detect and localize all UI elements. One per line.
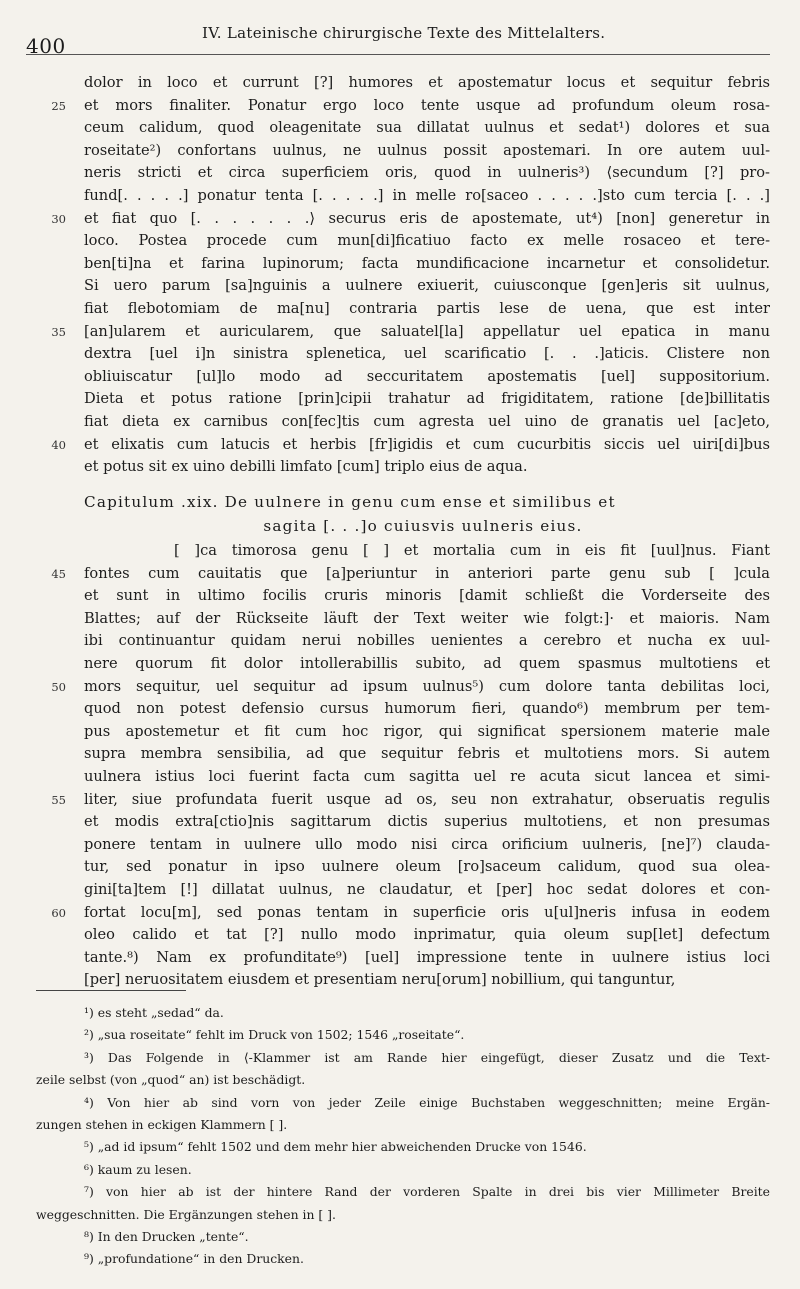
line-text: Si uero parum [sa]nguinis a uulnere exiuerit, cuiusconque [gen]eris sit uulnus, <box>84 277 770 295</box>
line-text: fiat dieta ex carnibus con[fec]tis cum agresta uel uino de granatis uel [ac]eto, <box>84 412 770 430</box>
line-text: supra membra sensibilia, ad que sequitur febris et multotiens mors. Si autem <box>84 745 770 763</box>
line-text: tante.⁸) Nam ex profunditate⁹) [uel] impressione tente in uulnere istius loci <box>84 948 770 966</box>
line-text: pus apostemetur et fit cum hoc rigor, qui significat spersionem materie male <box>84 722 770 740</box>
text-line <box>36 563 770 586</box>
line-text: fund[. . . . .] ponatur tenta [. . . . .] in melle ro[saceo . . . . .]sto cum tercia [. . .] <box>84 186 770 204</box>
footnote <box>36 1226 770 1248</box>
line-text: fontes cum cauitatis que [a]periuntur in anteriori parte genu sub [ ]cula <box>84 564 770 582</box>
line-text: tur, sed ponatur in ipso uulnere oleum [ro]saceum calidum, quod sua olea- <box>84 858 770 876</box>
line-text: nere quorum fit dolor intollerabillis subito, ad quem spasmus multotiens et <box>84 654 770 672</box>
line-number: 35 <box>51 324 66 339</box>
text-line <box>36 140 770 163</box>
footnote-text: ¹) es steht „sedad“ da. <box>84 1005 224 1020</box>
line-text: fortat locu[m], sed ponas tentam in superficie oris u[ul]neris infusa in eodem <box>84 903 770 921</box>
line-text: uulnera istius loci fuerint facta cum sagitta uel re acuta sicut lancea et simi- <box>84 767 770 785</box>
text-line <box>36 230 770 253</box>
body-text-section-1 <box>36 72 770 479</box>
footnote <box>36 1024 770 1046</box>
line-number: 40 <box>51 437 66 452</box>
footnotes <box>36 1002 770 1271</box>
line-text: dextra [uel i]n sinistra splenetica, uel scarificatio [. . .]aticis. Clistere non <box>84 345 770 363</box>
line-text: mors sequitur, uel sequitur ad ipsum uulnus⁵) cum dolore tanta debilitas loci, <box>84 677 770 695</box>
line-number: 60 <box>51 905 66 920</box>
line-text: et sunt in ultimo focilis cruris minoris [damit schließt die Vorderseite des <box>84 587 770 605</box>
text-line <box>36 388 770 411</box>
line-number: 55 <box>51 792 66 807</box>
footnote-text: zeile selbst (von „quod“ an) ist beschädigt. <box>36 1072 306 1088</box>
text-line <box>36 608 770 631</box>
text-line <box>36 630 770 653</box>
text-line <box>36 117 770 140</box>
text-line <box>36 95 770 118</box>
text-line <box>36 540 770 563</box>
page-number: 400 <box>26 34 66 58</box>
chapter-heading <box>36 490 770 538</box>
footnote-text: ⁸) In den Drucken „tente“. <box>84 1228 249 1244</box>
footnote-text: zungen stehen in eckigen Klammern [ ]. <box>36 1116 288 1132</box>
line-text: neris stricti et circa superficiem oris, quod in uulneris³) ⟨secundum [?] pro- <box>84 164 770 182</box>
text-line <box>36 366 770 389</box>
footnote <box>36 1136 770 1158</box>
text-line <box>36 653 770 676</box>
text-line <box>36 856 770 879</box>
line-text: quod non potest defensio cursus humorum fieri, quando⁶) membrum per tem- <box>84 700 770 718</box>
line-text: obliuiscatur [ul]lo modo ad seccuritatem apostematis [uel] suppositorium. <box>84 367 770 385</box>
footnote <box>36 1092 770 1114</box>
text-line <box>36 298 770 321</box>
line-text: [an]ularem et auricularem, que saluatel[la] appellatur uel epatica in manu <box>84 322 770 340</box>
line-text: ibi continuantur quidam nerui nobilles uenientes a cerebro et nucha ex uul- <box>84 632 770 650</box>
running-head: IV. Lateinische chirurgische Texte des Mittelalters. <box>202 24 606 42</box>
text-line <box>36 834 770 857</box>
text-line <box>36 411 770 434</box>
footnote <box>36 1204 770 1226</box>
line-text: [ ]ca timorosa genu [ ] et mortalia cum in eis fit [uul]nus. Fiant <box>174 542 770 559</box>
line-text: et elixatis cum latucis et herbis [fr]igidis et cum cucurbitis siccis uel uiri[di]bus <box>84 435 770 453</box>
text-line <box>36 924 770 947</box>
text-line <box>36 811 770 834</box>
line-text: gini[ta]tem [!] dillatat uulnus, ne claudatur, et [per] hoc sedat dolores et con- <box>84 880 770 898</box>
footnote-text: weggeschnitten. Die Ergänzungen stehen in [ ]. <box>36 1206 336 1222</box>
line-text: et potus sit ex uino debilli limfato [cum] triplo eius de aqua. <box>84 458 528 476</box>
footnote <box>36 1159 770 1181</box>
footnote <box>36 1047 770 1069</box>
text-line <box>36 698 770 721</box>
footnote <box>36 1248 770 1270</box>
line-number: 30 <box>51 211 66 226</box>
footnote <box>36 1002 770 1024</box>
text-line <box>36 208 770 231</box>
footnote-text: ³) Das Folgende in ⟨-Klammer ist am Rande hier eingefügt, dieser Zusatz und die Text- <box>84 1049 770 1065</box>
text-line <box>36 879 770 902</box>
line-text: Blattes; auf der Rückseite läuft der Text weiter wie folgt:]· et maioris. Nam <box>84 609 770 627</box>
line-text: [per] neruositatem eiusdem et presentiam neru[orum] nobillium, qui tanguntur, <box>84 971 676 989</box>
footnote-text: ⁴) Von hier ab sind vorn von jeder Zeile einige Buchstaben weggeschnitten; meine Ergän- <box>84 1094 770 1110</box>
text-line <box>36 162 770 185</box>
text-line <box>36 275 770 298</box>
text-line <box>36 676 770 699</box>
text-line <box>36 743 770 766</box>
text-line <box>36 766 770 789</box>
footnote-text: ⁷) von hier ab ist der hintere Rand der vorderen Spalte in drei bis vier Millimeter Breite <box>84 1184 770 1200</box>
footnote-separator <box>36 990 186 991</box>
body-text-section-2 <box>36 540 770 992</box>
chapter-heading-line-1: Capitulum .xix. De uulnere in genu cum ense et similibus et <box>84 493 616 511</box>
footnote-text: ²) „sua roseitate“ fehlt im Druck von 1502; 1546 „roseitate“. <box>84 1027 465 1043</box>
line-text: dolor in loco et currunt [?] humores et apostematur locus et sequitur febris <box>84 74 770 91</box>
footnote-text: ⁹) „profundatione“ in den Drucken. <box>84 1251 304 1267</box>
text-line <box>36 947 770 970</box>
line-text: ponere tentam in uulnere ullo modo nisi circa orificium uulneris, [ne]⁷) clauda- <box>84 835 770 853</box>
text-line <box>36 343 770 366</box>
line-text: loco. Postea procede cum mun[di]ficatiuo facto ex melle rosaceo et tere- <box>84 232 770 250</box>
footnote <box>36 1181 770 1203</box>
text-line <box>36 969 770 992</box>
page-header <box>26 24 770 58</box>
line-text: et fiat quo [. . . . . . .⟩ securus eris de apostemate, ut⁴) [non] generetur in <box>84 209 770 227</box>
line-number: 25 <box>51 98 66 113</box>
footnote-text: ⁶) kaum zu lesen. <box>84 1161 192 1177</box>
line-text: oleo calido et tat [?] nullo modo inprimatur, quia oleum sup[let] defectum <box>84 926 770 944</box>
footnote-text: ⁵) „ad id ipsum“ fehlt 1502 und dem mehr hier abweichenden Drucke von 1546. <box>84 1139 587 1155</box>
text-line <box>36 434 770 457</box>
line-text: ben[ti]na et farina lupinorum; facta mundificacione incarnetur et consolidetur. <box>84 254 770 272</box>
text-line <box>36 789 770 812</box>
line-text: et modis extra[ctio]nis sagittarum dictis superius multotiens, et non presumas <box>84 813 770 831</box>
line-text: Dieta et potus ratione [prin]cipii trahatur ad frigiditatem, ratione [de]billitatis <box>84 390 770 408</box>
line-text: ceum calidum, quod oleagenitate sua dillatat uulnus et sedat¹) dolores et sua <box>84 119 770 137</box>
footnote <box>36 1114 770 1136</box>
text-line <box>36 721 770 744</box>
text-line <box>36 185 770 208</box>
line-text: fiat flebotomiam de ma[nu] contraria partis lese de uena, que est inter <box>84 299 770 317</box>
line-text: liter, siue profundata fuerit usque ad os, seu non extrahatur, obseruatis regulis <box>84 790 770 808</box>
text-line <box>36 585 770 608</box>
text-line <box>36 253 770 276</box>
text-line <box>36 902 770 925</box>
text-line <box>36 321 770 344</box>
line-number: 50 <box>51 679 66 694</box>
chapter-heading-line-2: sagita [. . .]o cuiusvis uulneris eius. <box>263 517 583 535</box>
line-text: et mors finaliter. Ponatur ergo loco tente usque ad profundum oleum rosa- <box>84 96 770 114</box>
text-line <box>36 456 770 479</box>
text-line <box>36 72 770 95</box>
line-number: 45 <box>51 566 66 581</box>
footnote <box>36 1069 770 1091</box>
line-text: roseitate²) confortans uulnus, ne uulnus possit apostemari. In ore autem uul- <box>84 141 770 159</box>
